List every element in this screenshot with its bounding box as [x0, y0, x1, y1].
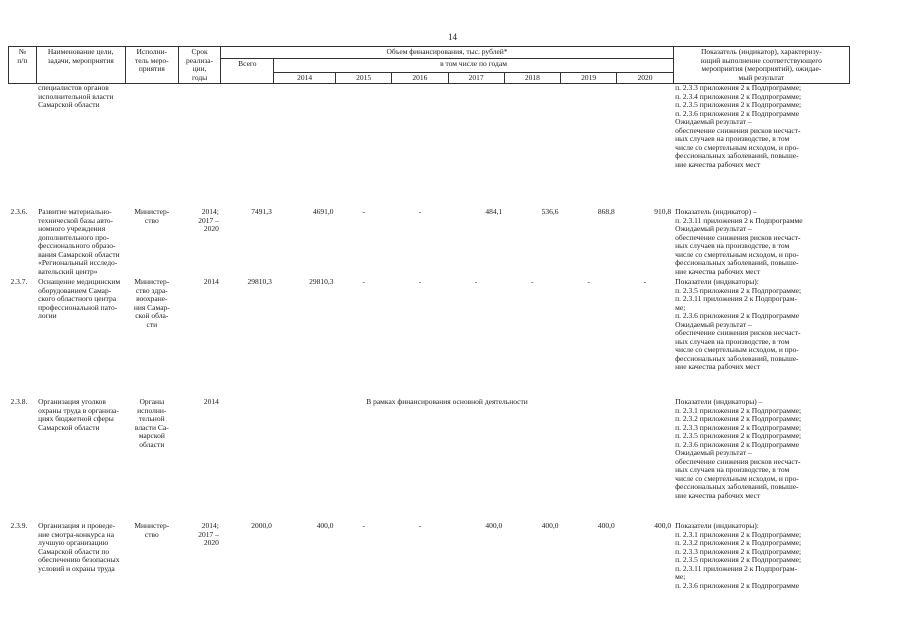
header-indicator: Показатель (индикатор), характеризу- ющий выполнение соответствующего мероприятия (мероприятий), ожидае- мый результат	[673, 47, 849, 84]
row-indicator: Показатели (индикаторы): п. 2.3.1 приложения 2 к Подпрограмме; п. 2.3.2 приложения 2 к Подпрограмме; п. 2.3.3 приложения 2 к Подпрограмме; п. 2.3.5 приложения 2 к Подпрограмме; п. 2.3.11 приложения 2 к Подпрограм- ме; п. 2.3.6 приложения 2 к Подпрограмме	[675, 522, 802, 590]
row-executor: Министер- ство	[134, 522, 170, 539]
row-year-value: 484,1	[485, 207, 503, 216]
row-year-value	[617, 84, 673, 208]
header-year: 2020	[617, 72, 673, 84]
table-row	[9, 522, 850, 618]
row-year-value: -	[643, 277, 647, 286]
row-number: 2.3.9.	[10, 521, 28, 530]
row-executor: Министер- ство здра- воохране- ния Самар- ской обла- сти	[133, 278, 170, 329]
row-term: 2014	[203, 278, 219, 286]
row-year-value: -	[418, 207, 422, 216]
header-num: № п/п	[9, 47, 37, 84]
row-total: 7491,3	[251, 207, 272, 216]
header-funding: Объем финансирования, тыс. рублей*	[221, 47, 673, 59]
header-year: 2016	[392, 72, 448, 84]
table-row	[9, 278, 850, 398]
row-total: 2000,0	[251, 521, 272, 530]
table-row	[9, 208, 850, 278]
row-executor: Министер- ство	[134, 208, 170, 225]
row-number: 2.3.7.	[10, 277, 28, 286]
row-year-value: -	[587, 277, 590, 286]
row-year-value: 400,0	[597, 521, 615, 530]
row-indicator: Показатель (индикатор) – п. 2.3.11 приложения 2 к Подпрограмме Ожидаемый результат – обеспечение снижения рисков несчаст- ных случаев на производстве, в том числе со смертельным исходом, и про- фессиональных заболеваний, повыше- ние качества рабочих мест	[675, 208, 803, 276]
row-year-value: -	[418, 521, 422, 530]
row-number: 2.3.8.	[10, 397, 28, 406]
header-year: 2014	[274, 72, 336, 84]
row-funding-note: В рамках финансирования основной деятельности	[366, 397, 528, 406]
row-year-value: 400,0	[316, 521, 334, 530]
header-year: 2019	[561, 72, 617, 84]
table-row	[9, 84, 850, 208]
header-year: 2018	[504, 72, 560, 84]
row-term: 2014; 2017 – 2020	[198, 208, 219, 233]
row-total	[221, 84, 274, 208]
header-by-years: в том числе по годам	[274, 58, 673, 72]
row-year-value: 910,8	[654, 207, 672, 216]
row-year-value: 400,0	[541, 521, 559, 530]
header-name: Наименование цели, задачи, мероприятия	[36, 47, 125, 84]
header-year: 2017	[448, 72, 504, 84]
row-indicator: Показатели (индикаторы): п. 2.3.5 приложения 2 к Подпрограмме; п. 2.3.11 приложения 2 к Подпрограм- ме; п. 2.3.6 приложения 2 к Подпрограмме Ожидаемый результат – обеспечение снижения рисков несчаст- ных случаев на производстве, в том числе со смертельным исходом, и про- фессиональных заболеваний, повыше- ние качества рабочих мест	[675, 278, 802, 371]
header-executor: Исполни- тель меро- приятия	[125, 47, 178, 84]
row-year-value: 29810,3	[309, 277, 334, 286]
row-year-value	[448, 84, 504, 208]
row-term: 2014	[203, 398, 219, 406]
row-name: специалистов органов исполнительной власти Самарской области	[38, 84, 114, 109]
row-indicator: Показатели (индикаторы) – п. 2.3.1 приложения 2 к Подпрограмме; п. 2.3.2 приложения 2 к Подпрограмме; п. 2.3.3 приложения 2 к Подпрограмме; п. 2.3.5 приложения 2 к Подпрограмме; п. 2.3.6 приложения 2 к Подпрограмме Ожидаемый результат – обеспечение снижения рисков несчаст- ных случаев на производстве, в том числе со смертельным исходом, и про- фессиональных заболеваний, повыше- ние качества рабочих мест	[675, 398, 802, 500]
row-year-value: -	[474, 277, 478, 286]
row-name: Организация и проведе- ние смотра-конкурса на лучшую организацию Самарской области по обеспечению безопасных условий и охраны труда	[38, 522, 120, 573]
row-year-value	[392, 84, 448, 208]
row-year-value: -	[531, 277, 534, 286]
table-row	[9, 398, 850, 522]
row-executor	[125, 84, 178, 208]
row-term: 2014; 2017 – 2020	[198, 522, 219, 547]
row-year-value: -	[362, 207, 365, 216]
row-year-value	[274, 84, 336, 208]
row-year-value	[504, 84, 560, 208]
row-term	[178, 84, 220, 208]
header-term: Срок реализа- ции, годы	[178, 47, 220, 84]
header-total: Всего	[221, 58, 274, 84]
row-year-value: 4691,0	[312, 207, 334, 216]
row-executor: Органы исполни- тельной власти Са- марской области	[134, 398, 169, 449]
page-number: 14	[448, 32, 457, 42]
row-year-value	[561, 84, 617, 208]
funding-table	[8, 46, 850, 618]
row-name: Развитие материально- технической базы авто- номного учреждения дополнительного про- фессионального образо- вания Самарской области «Региональный исследо- вательский центр»	[38, 208, 120, 276]
row-year-value: 868,8	[597, 207, 615, 216]
row-year-value: -	[418, 277, 422, 286]
header-year: 2015	[335, 72, 391, 84]
row-name: Оснащение медицинским оборудованием Самар- ского областного центра профессиональной пато- логии	[38, 278, 121, 320]
row-year-value: 400,0	[485, 521, 503, 530]
row-year-value: 400,0	[654, 521, 672, 530]
row-year-value: 536,6	[541, 207, 559, 216]
row-number: 2.3.6.	[10, 207, 28, 216]
row-name: Организация уголков охраны труда в организа- циях бюджетной сферы Самарской области	[38, 398, 119, 432]
row-number	[9, 84, 37, 208]
row-indicator: п. 2.3.3 приложения 2 к Подпрограмме; п. 2.3.4 приложения 2 к Подпрограмме; п. 2.3.5 приложения 2 к Подпрограмме; п. 2.3.6 приложения 2 к Подпрограмме Ожидаемый результат – обеспечение снижения рисков несчаст- ных случаев на производстве, в том числе со смертельным исходом, и про- фессиональных заболеваний, повыше- ние качества рабочих мест	[675, 84, 802, 169]
row-year-value: -	[362, 277, 365, 286]
row-year-value	[335, 84, 391, 208]
row-year-value: -	[362, 521, 365, 530]
row-total: 29810,3	[247, 277, 272, 286]
